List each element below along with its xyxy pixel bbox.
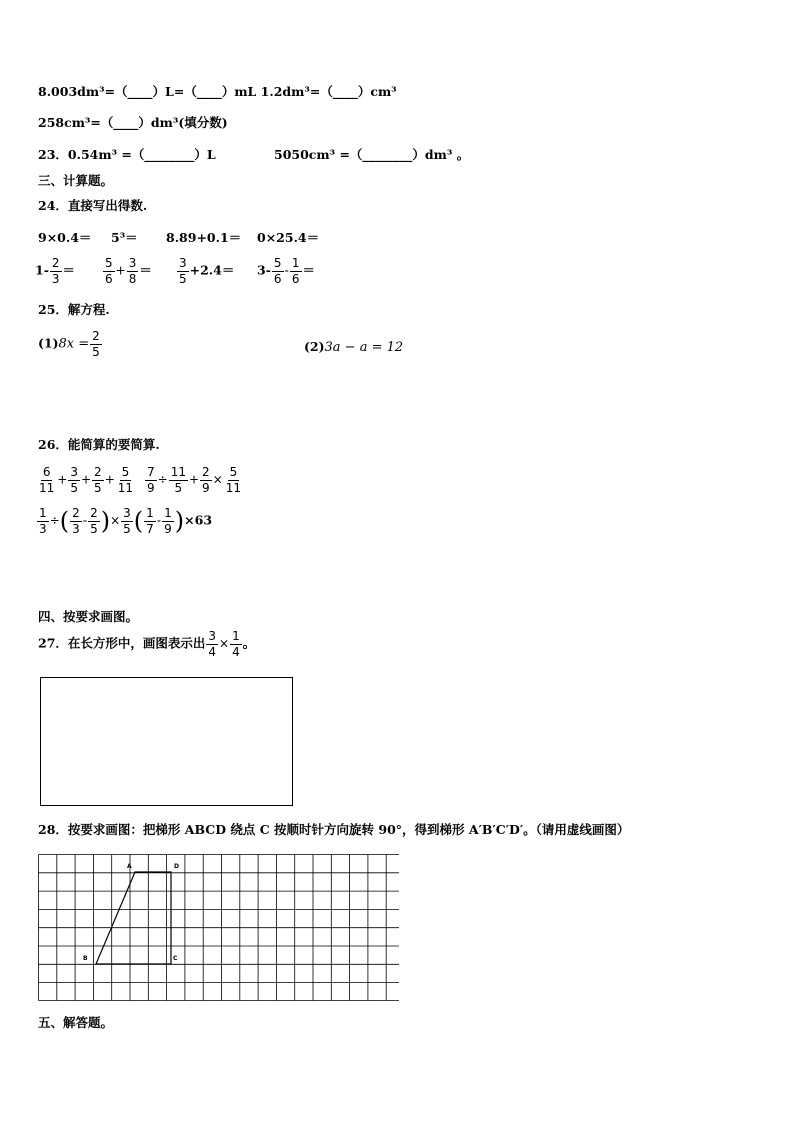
point-label-a: A xyxy=(127,863,132,870)
q24-item-4: 0×25.4＝ xyxy=(257,230,320,245)
fraction: $\frac{3}{5}$ xyxy=(179,256,187,286)
fraction: $\frac{5}{6}$ xyxy=(273,256,282,286)
q24-item-2: 5³＝ xyxy=(111,230,138,245)
point-label-d: D xyxy=(174,863,179,870)
q26-title: 26．能简算的要简算. xyxy=(38,437,160,452)
q24-item-3: 8.89+0.1＝ xyxy=(166,230,242,245)
q26-expression-2: $\frac{7}{9}$ ÷ $\frac{11}{5}$ + $\frac{2}{9}$ × $\frac{5}{11}$ xyxy=(147,465,242,495)
q23-right: 5050cm³ =（________）dm³ 。 xyxy=(274,147,470,162)
fraction: $\frac{3}{8}$ xyxy=(128,256,137,286)
point-label-b: B xyxy=(83,955,88,962)
q23-left: 23．0.54m³ =（________）L xyxy=(38,147,216,162)
section-five-heading: 五、解答题。 xyxy=(38,1015,114,1030)
section-four-heading: 四、按要求画图。 xyxy=(38,609,139,624)
q24-item-7: $\frac{3}{5}$ +2.4＝ xyxy=(179,256,235,286)
q24-title: 24．直接写出得数. xyxy=(38,198,148,213)
q26-expression-3: $\frac{1}{3}$ ÷( $\frac{2}{3}$ - $\frac{2}{5}$ )× $\frac{3}{5}$ ( $\frac{1}{7}$ - $\frac{1}{9}$ )×63 xyxy=(39,506,213,536)
trapezoid-grid xyxy=(38,854,400,1002)
q24-item-1: 9×0.4＝ xyxy=(38,230,92,245)
q25-equation-1: (1)8x = $\frac{2}{5}$ xyxy=(38,329,100,359)
unit-conversion-line-1: 8.003dm³=（____）L=（____）mL 1.2dm³=（____）cm³ xyxy=(38,84,397,99)
fraction: $\frac{2}{5}$ xyxy=(92,329,100,359)
q26-expression-1: $\frac{6}{11}$ + $\frac{3}{5}$ + $\frac{2}{5}$ + $\frac{5}{11}$ xyxy=(39,465,134,495)
q25-equation-2: (2)3a − a = 12 xyxy=(304,339,404,355)
q28-instruction: 28．按要求画图：把梯形 ABCD 绕点 C 按顺时针方向旋转 90°，得到梯形 A′B′C′D′。（请用虚线画图） xyxy=(38,822,630,837)
section-three-heading: 三、计算题。 xyxy=(38,173,114,188)
q24-item-5: 1- $\frac{2}{3}$ ＝ xyxy=(35,256,76,286)
q27-instruction: 27．在长方形中，画图表示出 $\frac{3}{4}$ × $\frac{1}{4}$ 。 xyxy=(38,629,256,659)
drawing-rectangle xyxy=(40,677,293,806)
fraction: $\frac{1}{6}$ xyxy=(291,256,300,286)
unit-conversion-line-2: 258cm³=（____）dm³(填分数) xyxy=(38,115,228,130)
q24-item-8: 3- $\frac{5}{6}$ - $\frac{1}{6}$ ＝ xyxy=(257,256,316,286)
trapezoid-abcd xyxy=(96,872,171,964)
q24-item-6: $\frac{5}{6}$ + $\frac{3}{8}$ ＝ xyxy=(105,256,152,286)
q25-title: 25．解方程. xyxy=(38,302,110,317)
point-label-c: C xyxy=(173,955,178,962)
fraction: $\frac{2}{3}$ xyxy=(51,256,60,286)
fraction: $\frac{5}{6}$ xyxy=(105,256,113,286)
